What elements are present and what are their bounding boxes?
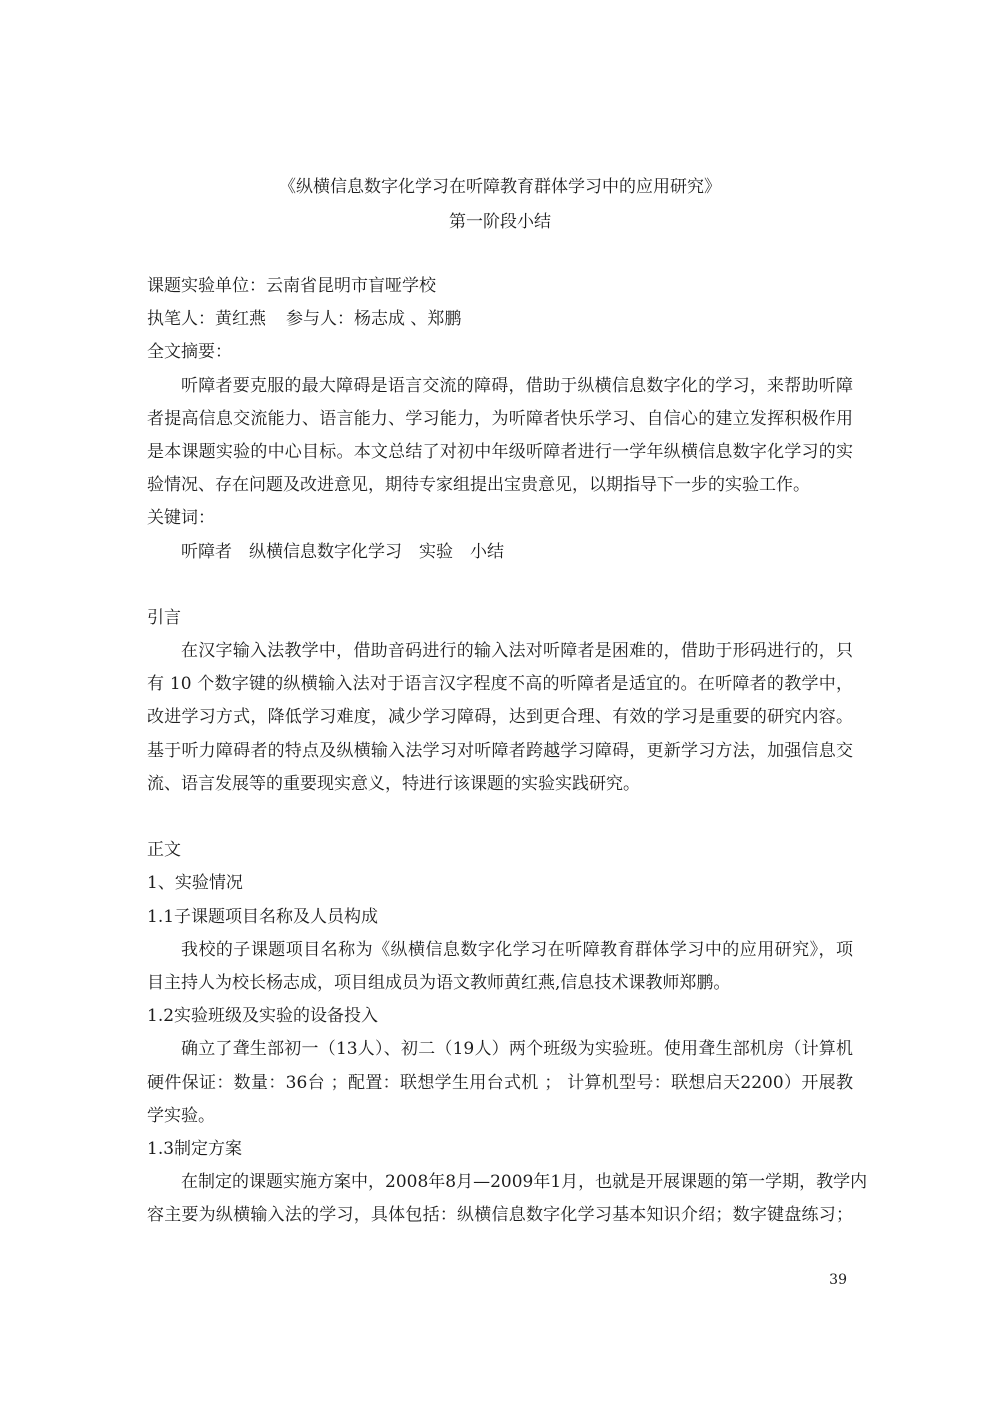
intro-line: 改进学习方式，降低学习难度，减少学习障碍，达到更合理、有效的学习是重要的研究内容。 — [147, 707, 853, 728]
abstract-line: 听障者要克服的最大障碍是语言交流的障碍，借助于纵横信息数字化的学习，来帮助听障 — [181, 375, 853, 396]
intro-heading: 引言 — [147, 607, 181, 628]
keyword: 小结 — [470, 541, 504, 562]
keywords-label: 关键词： — [147, 508, 215, 529]
subsection-title: 1.3制定方案 — [147, 1138, 243, 1159]
abstract-label: 全文摘要： — [147, 342, 232, 363]
writer: 执笔人：黄红燕 — [147, 309, 266, 330]
title-block — [147, 170, 853, 240]
paragraph-line: 目主持人为校长杨志成，项目组成员为语文教师黄红燕,信息技术课教师郑鹏。 — [147, 972, 731, 993]
subsection-title: 1.1子课题项目名称及人员构成 — [147, 906, 379, 927]
document-title: 《纵横信息数字化学习在听障教育群体学习中的应用研究》 — [279, 177, 721, 197]
document-subtitle: 第一阶段小结 — [449, 212, 551, 232]
section-title: 1、实验情况 — [147, 873, 243, 894]
paragraph-line: 确立了聋生部初一（13人）、初二（19人）两个班级为实验班。使用聋生部机房（计算机 — [181, 1039, 853, 1060]
keywords-list — [147, 536, 853, 569]
spacer — [147, 801, 853, 834]
intro-line: 流、语言发展等的重要现实意义，特进行该课题的实验实践研究。 — [147, 773, 640, 794]
paragraph-line: 在制定的课题实施方案中，2008年8月—2009年1月，也就是开展课题的第一学期，教学内 — [181, 1172, 868, 1193]
paragraph-line: 学实验。 — [147, 1105, 215, 1126]
authors-line — [147, 303, 853, 336]
keyword: 听障者 — [181, 541, 232, 562]
spacer — [147, 569, 853, 602]
paragraph-line: 容主要为纵横输入法的学习，具体包括：纵横信息数字化学习基本知识介绍；数字键盘练习； — [147, 1205, 853, 1226]
document-body — [147, 270, 868, 1232]
page-number: 39 — [829, 1272, 847, 1288]
paragraph-line: 我校的子课题项目名称为《纵横信息数字化学习在听障教育群体学习中的应用研究》，项 — [181, 939, 853, 960]
keyword: 纵横信息数字化学习 — [249, 541, 402, 562]
abstract-line: 者提高信息交流能力、语言能力、学习能力，为听障者快乐学习、自信心的建立发挥积极作用 — [147, 408, 853, 429]
keyword: 实验 — [419, 541, 453, 562]
experiment-unit: 课题实验单位：云南省昆明市盲哑学校 — [147, 276, 436, 296]
body-heading: 正文 — [147, 840, 181, 861]
abstract-line: 是本课题实验的中心目标。本文总结了对初中年级听障者进行一学年纵横信息数字化学习的实 — [147, 441, 853, 462]
intro-line: 有 10 个数字键的纵横输入法对于语言汉字程度不高的听障者是适宜的。在听障者的教学中， — [147, 674, 853, 695]
participants: 参与人：杨志成 、郑鹏 — [286, 309, 462, 330]
intro-line: 基于听力障碍者的特点及纵横输入法学习对听障者跨越学习障碍，更新学习方法，加强信息交 — [147, 740, 853, 761]
subsection-title: 1.2实验班级及实验的设备投入 — [147, 1006, 379, 1027]
abstract-line: 验情况、存在问题及改进意见，期待专家组提出宝贵意见，以期指导下一步的实验工作。 — [147, 475, 810, 496]
intro-line: 在汉字输入法教学中，借助音码进行的输入法对听障者是困难的，借助于形码进行的，只 — [181, 641, 853, 662]
paragraph-line: 硬件保证：数量：36台 ；配置：联想学生用台式机 ； 计算机型号：联想启天2200）开展教 — [147, 1072, 853, 1093]
